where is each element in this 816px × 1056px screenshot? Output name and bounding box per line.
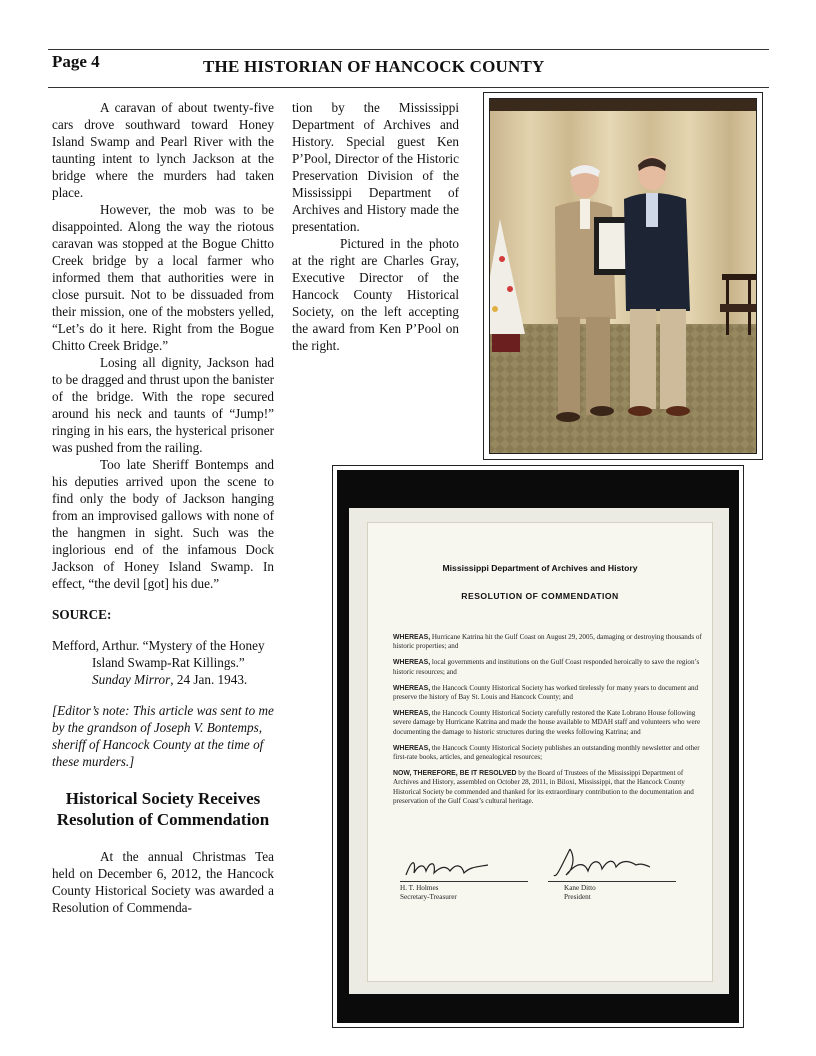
citation-publication: Sunday Mirror [92,672,171,687]
clause-text: Hurricane Katrina hit the Gulf Coast on August 29, 2005, damaging or destroying thousands of historic properties; and [393,633,702,651]
header-bottom-rule [48,87,769,88]
clause-text: local governments and institutions on the Gulf Coast responded heroically to save the region’s historic resources; and [393,658,700,676]
clause-lead: NOW, THEREFORE, BE IT RESOLVED [393,770,517,778]
resolution-mat [349,508,729,994]
clause-lead: WHEREAS, [393,744,431,752]
signature-ditto [552,845,652,881]
resolution-clause [393,744,705,762]
signature-line-left [400,881,528,882]
story-paragraph: Pictured in the photo at the right are Charles Gray, Executive Director of the Hancock County Historical Society, on the left accepting the award from Ken P’Pool on the right. [292,236,459,353]
clause-lead: WHEREAS, [393,634,431,641]
column-left [52,99,274,916]
article-paragraph: Losing all dignity, Jackson had to be dragged and thrust upon the banister of the bridge. With the rope secured around his neck and taunts of “Jump!” ringing in his ears, the hysterical prisoner was pushed from the railing. [52,355,274,455]
article-paragraph: Too late Sheriff Bontemps and his deputies arrived upon the scene to find only the body of Jackson hanging from an improvised gallows with none of the hangmen in sight. Such was the inglorious end of the infamous Dock Jackson of Honey Island Swamp. In effect, “the devil [got] his due.” [52,457,274,591]
article-paragraph: However, the mob was to be disappointed. Along the way the riotous caravan was stopped at the Bogue Chitto Creek bridge by a local farmer who informed them that authorities were in close pursuit. Not to be dissuaded from their mission, one of the mobsters yelled, “Let’s do it here. Right from the Bogue Chitto Creek Bridge.” [52,202,274,353]
clause-text: the Hancock County Historical Society publishes an outstanding monthly newsletter and other first-rate books, articles, and genealogical resources; [393,743,700,762]
resolution-clause [393,633,705,651]
story-headline: Historical Society Receives Resolution of Commendation [56,789,270,829]
signer-right-name: Kane Ditto [564,884,596,892]
signature-holmes [402,855,492,881]
clause-lead: WHEREAS, [393,684,431,692]
source-heading: SOURCE: [52,607,112,622]
resolution-organization: Mississippi Department of Archives and History [442,563,638,573]
signature-line-right [548,881,676,882]
publication-title: THE HISTORIAN OF HANCOCK COUNTY [203,57,545,76]
story-paragraph: tion by the Mississippi Department of Archives and History. Special guest Ken P’Pool, Director of the Historic Preservation Division of the Mississippi Department of Archives and History made the presentation. [292,100,459,234]
signer-right-role: President [564,893,591,901]
header-top-rule [48,49,769,50]
source-citation [52,637,274,688]
editor-note: [Editor’s note: This article was sent to me by the grandson of Joseph V. Bontemps, sheriff of Hancock County at the time of these murders.] [52,703,274,769]
signer-right [564,884,596,902]
resolution-clause [393,709,705,737]
citation-title: “Mystery of the Honey Island Swamp-Rat Killings.” [92,638,265,670]
column-middle [292,99,459,354]
page-number: Page 4 [52,52,100,71]
resolution-clauses [393,633,705,813]
signer-left [400,884,457,902]
clause-lead: WHEREAS, [393,710,431,718]
resolution-clause [393,658,705,676]
story-paragraph: At the annual Christmas Tea held on December 6, 2012, the Hancock County Historical Society was awarded a Resolution of Commenda- [52,849,274,915]
article-paragraph: A caravan of about twenty-five cars drove southward toward Honey Island Swamp and Pearl River with the taunting intent to lynch Jackson at the bridge where the murders had taken place. [52,100,274,200]
citation-author: Mefford, Arthur. [52,638,140,653]
citation-date: , 24 Jan. 1943. [170,672,248,687]
resolution-title: RESOLUTION OF COMMENDATION [461,591,619,601]
clause-text: the Hancock County Historical Society has worked tirelessly for many years to document and preserve the history of Bay St. Louis and Hancock County; and [393,683,699,702]
resolution-document [367,522,713,982]
signer-left-role: Secretary-Treasurer [400,893,457,901]
award-presentation-photo [489,98,757,454]
clause-lead: WHEREAS, [393,659,431,667]
resolution-black-frame [337,470,739,1023]
signer-left-name: H. T. Holmes [400,884,439,892]
resolution-clause [393,684,705,702]
clause-text: the Hancock County Historical Society carefully restored the Kate Lobrano House following severe damage by Hurricane Katrina and made the house available to MDAH staff and volunteers who were documenting the damage to historic structures during the weeks following Katrina; and [393,709,701,736]
resolution-image-frame [332,465,744,1028]
clause-text: by the Board of Trustees of the Mississippi Department of Archives and History, assembled on October 28, 2011, in Biloxi, Mississippi, that the Hancock County Historical Society be commended and thanked for its extraordinary contribution to the documentation and preservation of the Gulf Coast’s cultural heritage. [393,769,694,805]
resolution-clause [393,769,705,806]
award-photo-frame [483,92,763,460]
